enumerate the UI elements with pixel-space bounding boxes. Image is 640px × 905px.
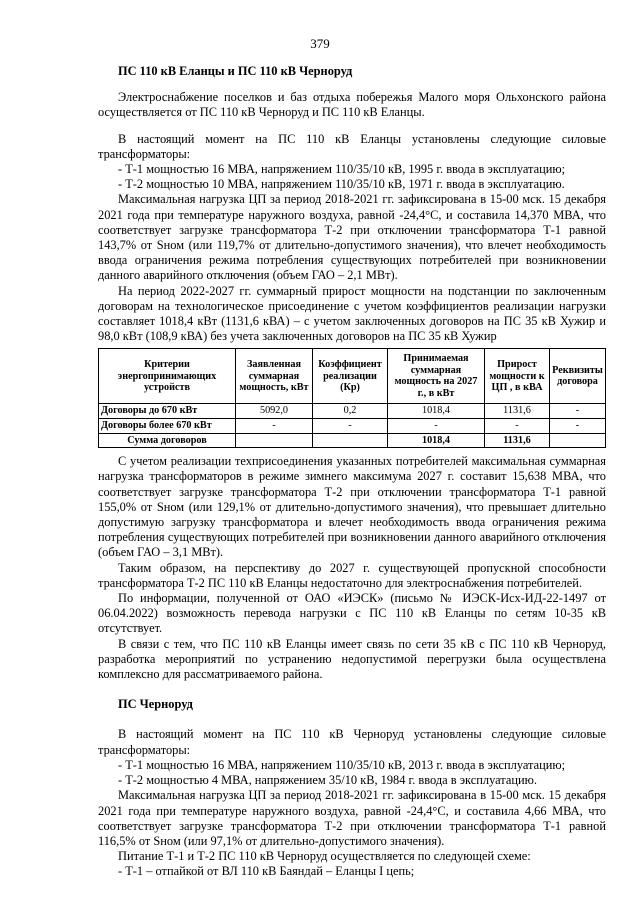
table-cell: Договоры до 670 кВт [99,404,236,419]
list-item: - Т-1 мощностью 16 МВА, напряжением 110/35/10 кВ, 1995 г. ввода в эксплуатацию; [118,162,566,177]
table-sum-row [99,433,606,448]
list-item: - Т-2 мощностью 10 МВА, напряжением 110/35/10 кВ, 1971 г. ввода в эксплуатацию. [118,177,565,192]
contracts-table [98,348,606,448]
list-item: - Т-1 – отпайкой от ВЛ 110 кВ Баяндай – Еланцы I цепь; [118,864,415,879]
header-accepted-power: Принимаемая суммарная мощность на 2027 г., в кВт [388,349,485,404]
paragraph: На период 2022-2027 гг. суммарный прирост мощности на подстанции по заключенным договорам на технологическое присоединение с учетом коэффициентов реализации нагрузки составляет 1018,4 кВт (1131,6 кВА) – с учетом заключенных договоров на ПС 35 кВ Хужир и 98,0 кВт (108,9 кВА) без учета заключенных договоров на ПС 35 кВ Хужир [98,283,606,344]
table-cell: - [550,404,606,419]
paragraph: Максимальная нагрузка ЦП за период 2018-2021 гг. зафиксирована в 15-00 мск. 15 декабря 2021 года при температуре наружного воздуха, равной -24,4°С, и составила 4,66 МВА, что соответствует загрузке трансформатора Т-2 при отключении трансформатора Т-1 равной 116,5% от Sном (или 97,1% от длительно-допустимого значения). [98,788,606,848]
table-cell: - [388,419,485,434]
page-number: 379 [310,36,330,51]
list-item: - Т-2 мощностью 4 МВА, напряжением 35/10 кВ, 1984 г. ввода в эксплуатацию. [118,773,537,788]
paragraph: Таким образом, на перспективу до 2027 г. существующей пропускной способности трансформатора Т-2 ПС 110 кВ Еланцы недостаточно для электроснабжения потребителей. [98,560,606,590]
header-contract-details: Реквизиты договора [550,349,606,404]
table-cell: - [313,419,388,434]
table-row [99,419,606,434]
paragraph: В связи с тем, что ПС 110 кВ Еланцы имеет связь по сети 35 кВ с ПС 110 кВ Черноруд, разработка мероприятий по устранению недопустимой перегрузки была осуществлена комплексно для рассматриваемого района. [98,636,606,682]
section-title-chernorud: ПС Черноруд [118,697,193,712]
table-cell: 1018,4 [388,433,485,448]
table-row [99,404,606,419]
section-title-elantsy: ПС 110 кВ Еланцы и ПС 110 кВ Черноруд [118,64,353,78]
table-cell: - [485,419,550,434]
table-cell: 1131,6 [485,433,550,448]
paragraph: В настоящий момент на ПС 110 кВ Черноруд установлены следующие силовые трансформаторы: [98,727,606,757]
table-cell [550,433,606,448]
table-cell: 1131,6 [485,404,550,419]
page-content [98,64,606,880]
table-cell [236,433,313,448]
paragraph: По информации, полученной от ОАО «ИЭСК» (письмо № ИЭСК-Исх-ИД-22-1497 от 06.04.2022) возможность перевода нагрузки с ПС 110 кВ Еланцы по сетям 10-35 кВ отсутствует. [98,591,606,636]
header-power-increase: Прирост мощности к ЦП , в кВА [485,349,550,404]
table-header-row [99,349,606,404]
table-cell: - [236,419,313,434]
paragraph: Электроснабжение поселков и баз отдыха побережья Малого моря Ольхонского района осуществляется от ПС 110 кВ Черноруд и ПС 110 кВ Еланцы. [98,90,606,120]
table-cell: 0,2 [313,404,388,419]
paragraph: С учетом реализации техприсоединения указанных потребителей максимальная суммарная нагрузка трансформаторов в режиме зимнего максимума 2027 г. составит 15,638 МВА, что соответствует загрузке трансформатора Т-2 при отключении трансформатора Т-1 равной 155,0% от Sном (или 129,1% от длительно-допустимого значения), что превышает длительно допустимую загрузку трансформатора и влечет необходимость ввода ограничения режима потребления существующих потребителей при возникновении данного аварийного отключения (объем ГАО – 3,1 МВт). [98,454,606,560]
header-coefficient: Коэффициент реализации (Кр) [313,349,388,404]
table-cell: Договоры более 670 кВт [99,419,236,434]
header-criteria: Критерии энергопринимающих устройств [99,349,236,404]
table-cell: - [550,419,606,434]
table-cell [313,433,388,448]
table-cell: 1018,4 [388,404,485,419]
header-declared-power: Заявленная суммарная мощность, кВт [236,349,313,404]
table-cell: 5092,0 [236,404,313,419]
table-cell: Сумма договоров [99,433,236,448]
paragraph: Максимальная нагрузка ЦП за период 2018-2021 гг. зафиксирована в 15-00 мск. 15 декабря 2021 года при температуре наружного воздуха, равной -24,4°С, и составила 14,370 МВА, что соответствует загрузке трансформатора Т-2 при отключении трансформатора Т-1 равной 143,7% от Sном (или 119,7% от длительно-допустимого значения), что влечет необходимость ввода ограничения режима потребления существующих потребителей при возникновении данного аварийного отключения (объем ГАО – 2,1 МВт). [98,192,606,283]
list-item: - Т-1 мощностью 16 МВА, напряжением 110/35/10 кВ, 2013 г. ввода в эксплуатацию; [118,757,566,772]
paragraph: Питание Т-1 и Т-2 ПС 110 кВ Черноруд осуществляется по следующей схеме: [118,849,531,864]
paragraph: В настоящий момент на ПС 110 кВ Еланцы установлены следующие силовые трансформаторы: [98,131,606,161]
